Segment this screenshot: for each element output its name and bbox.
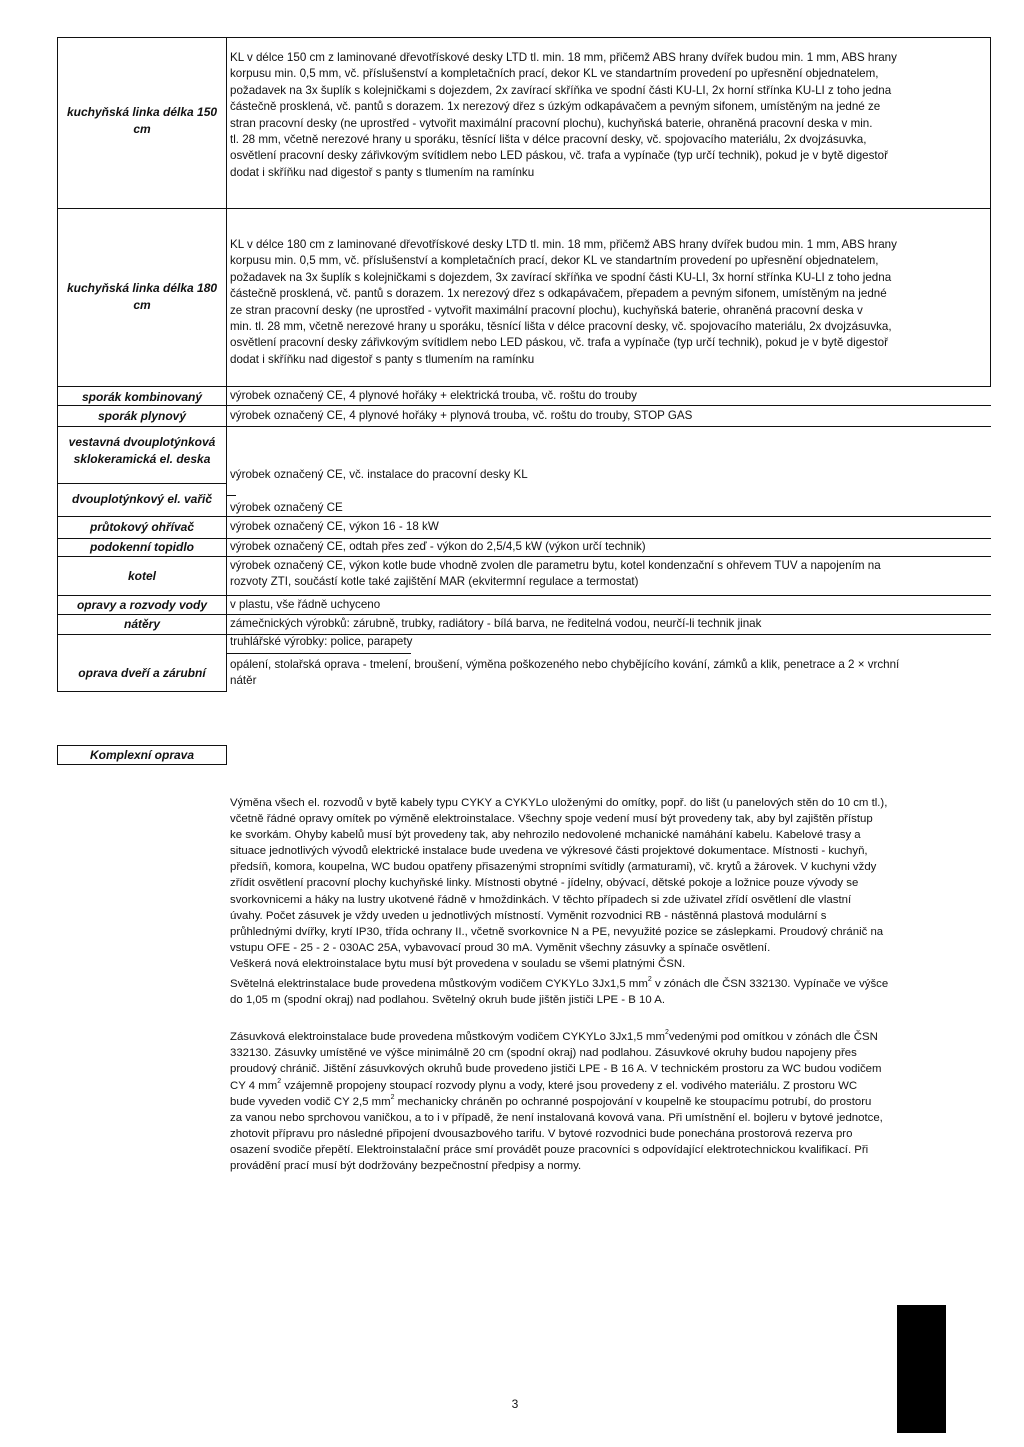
desc-line: tl. 28 mm, včetně nerezové hrany u sporáku, těsnící lišta v délce pracovní desky, vč. spojovacího materiálu, 2x dvojzásuvka, (230, 133, 867, 147)
para-line: Veškerá nová elektroinstalace bytu musí být provedena v souladu se všemi platnými ČSN. (230, 957, 686, 970)
row-label-line: sklokeramická el. deska (73, 452, 211, 467)
row-label (58, 280, 226, 315)
row-label: sporák plynový (97, 409, 187, 423)
row-description: výrobek označený CE, 4 plynové hořáky + plynová trouba, vč. roštu do trouby, STOP GAS (230, 409, 693, 422)
row-label: kotel (127, 569, 156, 583)
para-line: vstupu OFE - 25 - 2 - 030AC 25A, vybavovací proud 30 mA. Vyměnit všechny zásuvky a spínače osvětlení. (230, 941, 771, 954)
superscript: 2 (390, 1093, 395, 1101)
table-border-top (57, 37, 991, 38)
row-divider (57, 516, 991, 517)
text-span: CY 4 mm (230, 1079, 278, 1092)
row-description (230, 558, 881, 591)
row-label: opravy a rozvody vody (76, 598, 208, 612)
desc-line: korpusu min. 0,5 mm, vč. příslušenství a kompletačních prací, dekor KL ve standartním provedení po upřesnění objednatelem, (230, 254, 879, 268)
row-label (58, 434, 226, 469)
row-description (230, 616, 761, 651)
para-line: situace jednotlivých vývodů elektrické instalace bude uvedena ve výkresové části projektové dokumentace. Místnosti - kuchyň, (230, 845, 868, 858)
row-label-line: kuchyňská linka délka 150 (66, 105, 218, 119)
para-line (230, 1094, 888, 1110)
text-span: bude vyveden vodič CY 2,5 mm (230, 1095, 391, 1108)
electro-paragraph (230, 795, 888, 1174)
desc-line: korpusu min. 0,5 mm, vč. příslušenství a kompletačních prací, dekor KL ve standartním provedení po upřesnění objednatelem, (230, 67, 879, 81)
socket-paragraph (230, 1029, 888, 1174)
desc-line: KL v délce 150 cm z laminované dřevotřískové desky LTD tl. min. 18 mm, přičemž ABS hrany dvířek budou min. 1 mm, ABS hrany (230, 51, 897, 64)
table-border-top (57, 745, 227, 746)
row-label (58, 104, 226, 139)
desc-line: ze stran pracovní desky (ne uprostřed - vytvořit maximální pracovní plochu), kuchyňská baterie, ohraněná pracovní deska v (230, 303, 863, 317)
para-line: úvahy. Počet zásuvek je vždy uveden u jednotlivých místností. Vyměnit rozvodnici RB - nástěnná plastová modulární s (230, 909, 827, 922)
desc-line: min. tl. 28 mm, včetně nerezové hrany u sporáku, těsnící lišta v délce pracovní desky, vč. spojovacího materiálu, 2x dvojzásuvka, (230, 320, 892, 334)
row-divider (226, 495, 236, 496)
text-span: mechanicky chráněn po ochranné pospojování v koupelně ke stoupacímu potrubí, do prostoru (394, 1095, 872, 1108)
para-line: provádění prací musí být dodržovány bezpečnostní předpisy a normy. (230, 1159, 582, 1172)
row-label-line: cm (133, 122, 151, 137)
row-divider (226, 653, 411, 654)
desc-line: opálení, stolařská oprava - tmelení, broušení, výměna poškozeného nebo chybějícího kování, zámků a klik, penetrace a 2 × vrchní (230, 658, 900, 671)
text-span: Zásuvková elektroinstalace bude provedena můstkovým vodičem CYKYLo 3Jx1,5 mm (230, 1031, 665, 1044)
row-description (230, 237, 897, 368)
row-description: výrobek označený CE (230, 501, 343, 514)
text-span: v zónách dle ČSN 332130. Vypínače ve výšce (651, 978, 889, 991)
para-line (230, 1078, 888, 1094)
desc-line: výrobek označený CE, výkon kotle bude vhodně zvolen dle parametru bytu, kotel kondenzační s ohřevem TUV a napojením na (230, 559, 881, 572)
row-label: dvouplotýnkový el. vařič (71, 492, 213, 506)
row-label: oprava dveří a zárubní (78, 666, 206, 680)
row-description: výrobek označený CE, 4 plynové hořáky + elektrická trouba, vč. roštu do trouby (230, 389, 637, 402)
row-divider (57, 595, 991, 596)
text-span: Světelná elektrinstalace bude provedena můstkovým vodičem CYKYLo 3Jx1,5 mm (230, 978, 648, 991)
desc-line: zámečnických výrobků: zárubně, trubky, radiátory - bílá barva, ne ředitelná vodou, neurčí-li technik jinak (230, 617, 762, 630)
desc-line: osvětlení pracovní desky zářivkovým svítidlem nebo LED páskou, vč. trafa a vypínače (typ určí technik), pokud je v bytě digestoř (230, 149, 888, 163)
para-line: proudový chránič. Jištění zásuvkových okruhů bude provedeno jističi LPE - B 16 A. V technickém prostoru za WC budou vodičem (230, 1063, 882, 1076)
text-span: vedenými pod omítkou v zónách dle ČSN (668, 1031, 878, 1044)
superscript: 2 (277, 1077, 282, 1085)
para-line: Výměna všech el. rozvodů v bytě kabely typu CYKY a CYKYLo uloženými do omítky, popř. do lišt (u panelových stěn do 10 cm tl.), (230, 797, 888, 809)
row-label-line: cm (133, 298, 151, 313)
row-description (230, 657, 899, 690)
row-description: v plastu, vše řádně uchyceno (230, 598, 381, 611)
desc-line: osvětlení pracovní desky zářivkovým svítidlem nebo LED páskou, vč. trafa a vypínače (typ určí technik), pokud je v bytě digestoř (230, 336, 888, 350)
page-number: 3 (511, 1397, 519, 1411)
desc-line: rozvoty ZTI, součástí kotle také zajištění MAR (ekvitermní regulace a termostat) (230, 575, 639, 589)
row-description: výrobek označený CE, odtah přes zeď - výkon do 2,5/4,5 kW (výkon určí technik) (230, 540, 646, 553)
desc-line: požadavek na 3x šuplík s kolejničkami s dojezdem, 3x zavírací skříňka ve spodní části KU-LI, 3x horní střínka KU-LI z toho jedna (230, 270, 892, 284)
para-line (230, 976, 888, 992)
superscript: 2 (647, 976, 652, 984)
desc-line: částečně prosklená, vč. pantů s dorazem. 1x nerezový dřez s úzkým odkapávačem a pevným sifonem, umístěným na jedné ze (230, 100, 881, 114)
para-line: 332130. Zásuvky umístěné ve výšce minimálně 20 cm (spodní okraj) nad podlahou. Zásuvkové okruhy budou napojeny přes (230, 1047, 857, 1060)
text-span: vzájemně propojeny stoupací rozvody plynu a vody, které jsou provedeny z el. vodivého materiálu. Z prostoru WC (281, 1079, 858, 1092)
row-label: průtokový ohřívač (89, 520, 195, 534)
para-line: ke svorkám. Ohyby kabelů musí být provedeny tak, aby nehrozilo nedovolené mchanické namáhání kabelu. Kabelové trasy a (230, 829, 861, 842)
table-border-right (990, 37, 991, 387)
desc-line: nátěr (230, 674, 257, 688)
para-line: průhlednými dvířky, krytí IP30, třída ochrany II., včetně svorkovnice N a PE, nevyužité pozice se záslepkami. Proudový chránič na (230, 925, 884, 938)
column-divider (226, 745, 227, 765)
lighting-paragraph (230, 976, 888, 1008)
para-line: svorkovnicemi a háky na lustry ukotvené řádně v hmoždinkách. V těchto případech si zde uživatel zřídí osvětlení dle vlastní (230, 893, 852, 906)
para-line: do 1,05 m (spodní okraj) nad podlahou. Světelný okruh bude jištěn jističi LPE - B 10 A. (230, 994, 665, 1007)
desc-line: truhlářské výrobky: police, parapety (230, 635, 413, 649)
row-divider (57, 426, 991, 427)
column-divider (226, 37, 227, 692)
para-line: zhotovit přípravu pro následné připojení dvousazbového tarifu. V bytové rozvodnici bude ponechána prostorová rezerva pro (230, 1127, 853, 1140)
row-divider (57, 386, 991, 387)
para-line: za vanou nebo sprchovou vaničkou, a to i v případě, že není instalovaná kovová vana. Při umístnění el. bojleru v bytové jednotce, (230, 1111, 883, 1124)
row-description: výrobek označený CE, výkon 16 - 18 kW (230, 520, 439, 533)
row-label: sporák kombinovaný (81, 390, 203, 404)
section-label: Komplexní oprava (89, 748, 195, 762)
desc-line: částečně prosklená, vč. pantů s dorazem. 1x nerezový dřez s odkapávačem, přepadem a pevným sifonem, umístěným na jedné (230, 287, 887, 301)
row-label: podokenní topidlo (90, 540, 194, 554)
para-line (230, 1029, 888, 1045)
superscript: 2 (664, 1029, 669, 1037)
scan-marker-bar (897, 1305, 946, 1433)
desc-line: dodat i skříňku nad digestoř s panty s tlumením na ramínku (230, 165, 535, 179)
para-line: osazení svodiče přepětí. Elektroinstalační práce smí provádět pouze pracovníci s odpovídající elektrotechnickou kvalifikací. Při (230, 1143, 869, 1156)
desc-line: KL v délce 180 cm z laminované dřevotřískové desky LTD tl. min. 18 mm, přičemž ABS hrany dvířek budou min. 1 mm, ABS hrany (230, 238, 897, 251)
table-border-bottom (57, 691, 227, 692)
row-label: nátěry (123, 617, 161, 631)
row-label-line: vestavná dvouplotýnková (68, 435, 216, 449)
row-description (230, 50, 897, 181)
row-description: výrobek označený CE, vč. instalace do pracovní desky KL (230, 468, 528, 481)
para-line: včetně řádné opravy omítek po výměně elektroinstalace. Všechny spoje vedení musí být provedeny tak, aby byl zajištěn přístup (230, 813, 873, 826)
desc-line: stran pracovní desky (ne uprostřed - vytvořit maximální pracovní plochu), kuchyňská baterie, ohraněná pracovní deska v min. (230, 116, 873, 130)
row-divider (57, 208, 991, 209)
para-line: zřídit osvětlení pracovní plochy kuchyňské linky. Místnosti obytné - jídelny, obývací, dětské pokoje a ložnice pouze vývody se (230, 877, 859, 890)
desc-line: požadavek na 3x šuplík s kolejničkami s dojezdem, 2x zavírací skříňka ve spodní části KU-LI, 2x horní střínka KU-LI z toho jedna (230, 83, 892, 97)
row-label-line: kuchyňská linka délka 180 (66, 281, 218, 295)
para-line: předsíň, komora, koupelna, WC budou opatřeny přisazenými stropními svítidly (armaturami), vč. krytů a žárovek. V kuchyni vždy (230, 861, 877, 874)
desc-line: dodat i skříňku nad digestoř s panty s tlumením na ramínku (230, 352, 535, 366)
row-divider (57, 483, 227, 484)
